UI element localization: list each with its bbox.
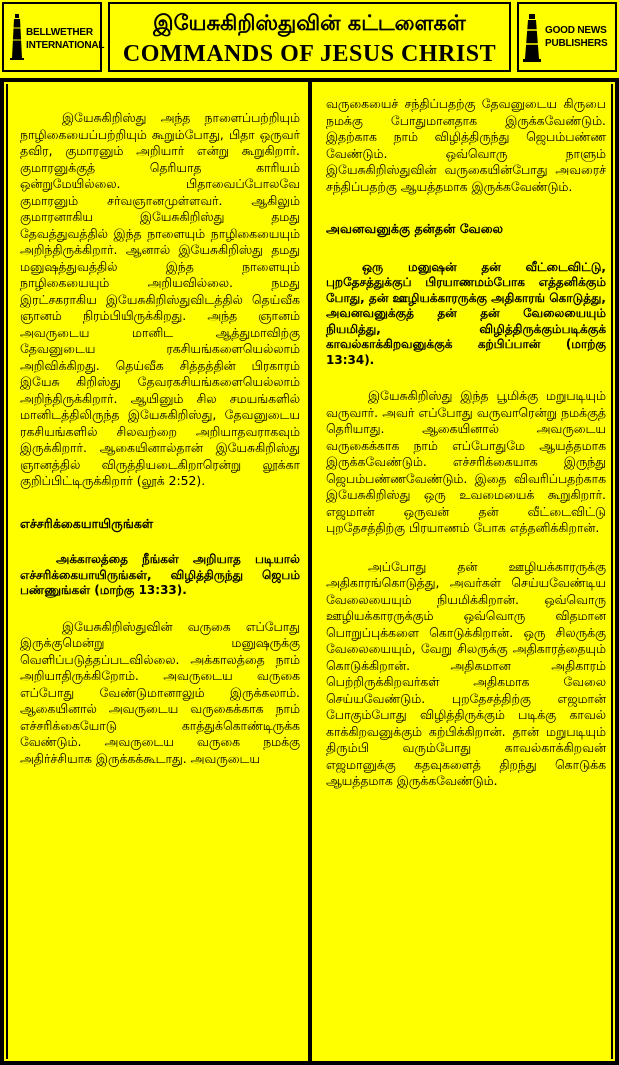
- good-news-logo: [517, 2, 617, 72]
- title-box: [108, 2, 511, 72]
- section-heading: அவனவனுக்கு தன்தன் வேலை: [326, 221, 504, 236]
- lighthouse-icon: [523, 14, 541, 62]
- column-divider: [308, 80, 312, 1065]
- lighthouse-icon: [10, 14, 24, 60]
- paragraph: அப்போது தன் ஊழியக்காரருக்கு அதிகாரங்கொடுத்து, அவர்கள் செய்யவேண்டிய வேலையையும் நியமிக்கிறான். ஒவ்வொரு ஊழியக்காரருக்கும் ஒவ்வொரு விதமான பொறுப்புக்களை கொடுக்கிறான். ஒரு சிலருக்கு வேலையையும், வேறு சிலருக்கு அதிகாரத்தையும் கொடுக்கிறான். அதிகமான அதிகாரம் பெற்றிருக்கிறவர்கள் அதிகமாக வேலை செய்யவேண்டும். புறதேசத்திற்கு எஜமான் போகும்போது விழித்திருக்கும் படிக்கு காவல் காக்கிறவனுக்கும் கற்பிக்கிறான். தான் மறுபடியும் திரும்பி வரும்போது காவல்காக்கிறவன் எஜமானுக்கு கதவுகளைத் திறந்து கொடுக்க ஆயத்தமாக இருக்கவேண்டும்.: [326, 558, 606, 788]
- section-heading: எச்சரிக்கையாயிருங்கள்: [20, 515, 154, 531]
- scripture-verse: ஒரு மனுஷன் தன் வீட்டைவிட்டு, புறதேசத்துக்குப் பிரயாணமம்போக எத்தனிக்கும் போது, தன் ஊழியக்காரருக்கு அதிகாரங் கொடுத்து, அவனவனுக்குத் தன் தன் வேலையையும் நியமித்து, விழித்திருக்கும்படிக்குக் காவல்காக்கிறவனுக்குக் கற்பிப்பான் (மாற்கு 13:34).: [326, 259, 606, 367]
- page-header: [0, 0, 619, 82]
- paragraph: இயேசுகிறிஸ்துவின் வருகை எப்போது இருக்குமென்று மனுஷருக்கு வெளிப்படுத்தப்படவில்லை. அக்காலத்தை நாம் அறியாதிருக்கிறோம். அவருடைய வருகை எப்போது வேண்டுமானாலும் இருக்கலாம். ஆகையினால் அவருடைய வருகைக்காக நாம் எச்சரிக்கையோடு காத்துக்கொண்டிருக்க வேண்டும். அவருடைய வருகை நமக்கு அதிர்ச்சியாக இருக்கக்கூடாது. அவருடைய: [20, 618, 300, 766]
- paragraph: வருகையைச் சந்திப்பதற்கு தேவனுடைய கிருபை நமக்கு போதுமானதாக இருக்கவேண்டும். இதற்காக நாம் விழித்திருந்து ஜெபம்பண்ண வேண்டும். ஒவ்வொரு நாளும் இயேசுகிறிஸ்துவின் வருகையின்போது அவரைச் சந்திப்பதற்கு ஆயத்தமாக இருக்கவேண்டும்.: [326, 96, 606, 194]
- bellwether-logo: [2, 2, 105, 72]
- left-column: [8, 84, 306, 1059]
- paragraph: இயேசுகிறிஸ்து அந்த நாளைப்பற்றியும் நாழிகையைப்பற்றியும் கூறும்போது, பிதா ஒருவர் தவிர, குமாரனும் அறியார் என்று கூறுகிறார். குமாரனுக்குத் தெரியாத காரியம் ஒன்றுமேயில்லை. பிதாவைப்போலவே குமாரனும் சர்வஞானமுள்ளவர். ஆகிலும் குமாரனாகிய இயேசுகிறிஸ்து தமது தேவத்துவத்தில் இந்த நாளையும் நாழிகையையும் அறிந்திருக்கிறார். ஆனால் இயேசுகிறிஸ்து தமது மனுஷத்துவத்தில் இந்த நாளையும் நாழிகையையும் அறியவில்லை. நமது இரட்சகராகிய இயேசுகிறிஸ்துவிடத்தில் தெய்வீக ஞானம் நிரம்பியிருக்கிறது. அந்த ஞானம் அவருடைய மானிட ஆத்துமாவிற்கு தேவனுடைய ரகசியங்களையெல்லாம் அறிவிக்கிறது. தெய்வீக சித்தத்தின் பிரகாரம் இயேசு கிறிஸ்து தேவரகசியங்களையெல்லாம் அறிந்திருக்கிறார். ஆயினும் சில சமயங்களில் மானிடத்திலிருந்த இயேசுகிறிஸ்து, தேவனுடைய ரகசியங்களில் சிலவற்றை அறியாதவராகவும் இருக்கிறார். ஆகையினால்தான் இயேசுகிறிஸ்து ஞானத்தில் விருத்தியடைகிறாரென்று லூக்கா குறிப்பிட்டிருக்கிறார் (லூக் 2:52).: [20, 110, 300, 488]
- bellwether-logo-text: BELLWETHER INTERNATIONAL: [26, 27, 105, 51]
- right-column: [316, 84, 612, 1059]
- paragraph: இயேசுகிறிஸ்து இந்த பூமிக்கு மறுபடியும் வருவார். அவர் எப்போது வருவாரென்று நமக்குத் தெரியாது. ஆகையினால் அவருடைய வருகைக்காக நாம் எப்போதுமே ஆயத்தமாக இருக்கவேண்டும். எச்சரிக்கையாக இருந்து ஜெபம்பண்ணவேண்டும். இதை விவரிப்பதற்காக இயேசுகிறிஸ்து ஒரு உவமையைக் கூறுகிறார். எஜமான் ஒருவன் தன் வீட்டைவிட்டு புறதேசத்திற்கு பிரயாணம் போக எத்தனிக்கிறான்.: [326, 388, 606, 535]
- good-news-logo-text: GOOD NEWS PUBLISHERS: [545, 25, 608, 49]
- scripture-verse: அக்காலத்தை நீங்கள் அறியாத படியால் எச்சரிக்கையாயிருங்கள், விழித்திருந்து ஜெபம் பண்ணுங்கள் (மாற்கு 13:33).: [20, 552, 300, 597]
- title-english: COMMANDS OF JESUS CHRIST: [122, 41, 497, 67]
- title-tamil: இயேசுகிறிஸ்துவின் கட்டளைகள்: [153, 11, 466, 35]
